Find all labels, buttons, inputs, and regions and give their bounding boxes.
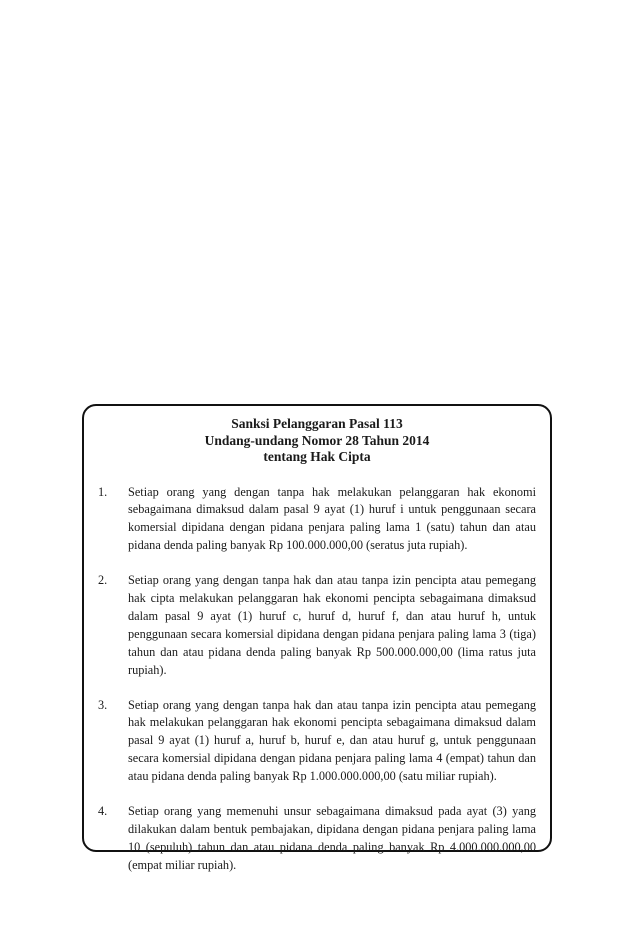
item-text: Setiap orang yang dengan tanpa hak dan atau tanpa izin pencipta atau pemegang hak cipta melakukan pelanggaran hak ekonomi pencipta sebagaimana dimaksud dalam pasal 9 ayat (1) huruf c, huruf d, huruf f, dan atau huruf h, untuk penggunaan secara komersial dipidana dengan pidana penjara paling lama 3 (tiga) tahun dan atau pidana denda paling banyak Rp 500.000.000,00 (lima ratus juta rupiah). (128, 573, 536, 677)
sanction-item-2 (98, 572, 536, 679)
item-number: 4. (98, 804, 108, 819)
sanction-item-1 (98, 484, 536, 556)
item-text: Setiap orang yang dengan tanpa hak dan atau tanpa izin pencipta atau pemegang hak melakukan pelanggaran hak ekonomi pencipta sebagaimana dimaksud dalam pasal 9 ayat (1) huruf a, huruf b, huruf e, dan atau huruf g, untuk penggunaan secara komersial dipidana dengan pidana penjara paling lama 4 (empat) tahun dan atau pidana denda paling banyak Rp 1.000.000.000,00 (satu miliar rupiah). (128, 697, 536, 784)
sanction-item-4 (98, 803, 536, 875)
item-number: 3. (98, 697, 108, 712)
heading-line-2: Undang-undang Nomor 28 Tahun 2014 (204, 432, 430, 448)
sanction-list (98, 484, 536, 875)
item-number: 1. (98, 484, 108, 499)
sanction-heading (98, 416, 536, 466)
item-text: Setiap orang yang dengan tanpa hak melakukan pelanggaran hak ekonomi sebagaimana dimaksud dalam pasal 9 ayat (1) huruf i untuk penggunaan secara komersial dipidana dengan pidana penjara paling lama 1 (satu) tahun dan atau pidana denda paling banyak Rp 100.000.000,00 (seratus juta rupiah). (128, 484, 536, 553)
sanction-item-3 (98, 697, 536, 787)
item-text: Setiap orang yang memenuhi unsur sebagaimana dimaksud pada ayat (3) yang dilakukan dalam bentuk pembajakan, dipidana dengan pidana penjara paling lama 10 (sepuluh) tahun dan atau pidana denda paling banyak Rp 4.000.000.000,00 (empat miliar rupiah). (128, 804, 536, 872)
heading-line-3: tentang Hak Cipta (263, 449, 371, 464)
copyright-sanction-box (82, 404, 552, 872)
heading-line-1: Sanksi Pelanggaran Pasal 113 (231, 416, 403, 431)
item-number: 2. (98, 573, 108, 588)
